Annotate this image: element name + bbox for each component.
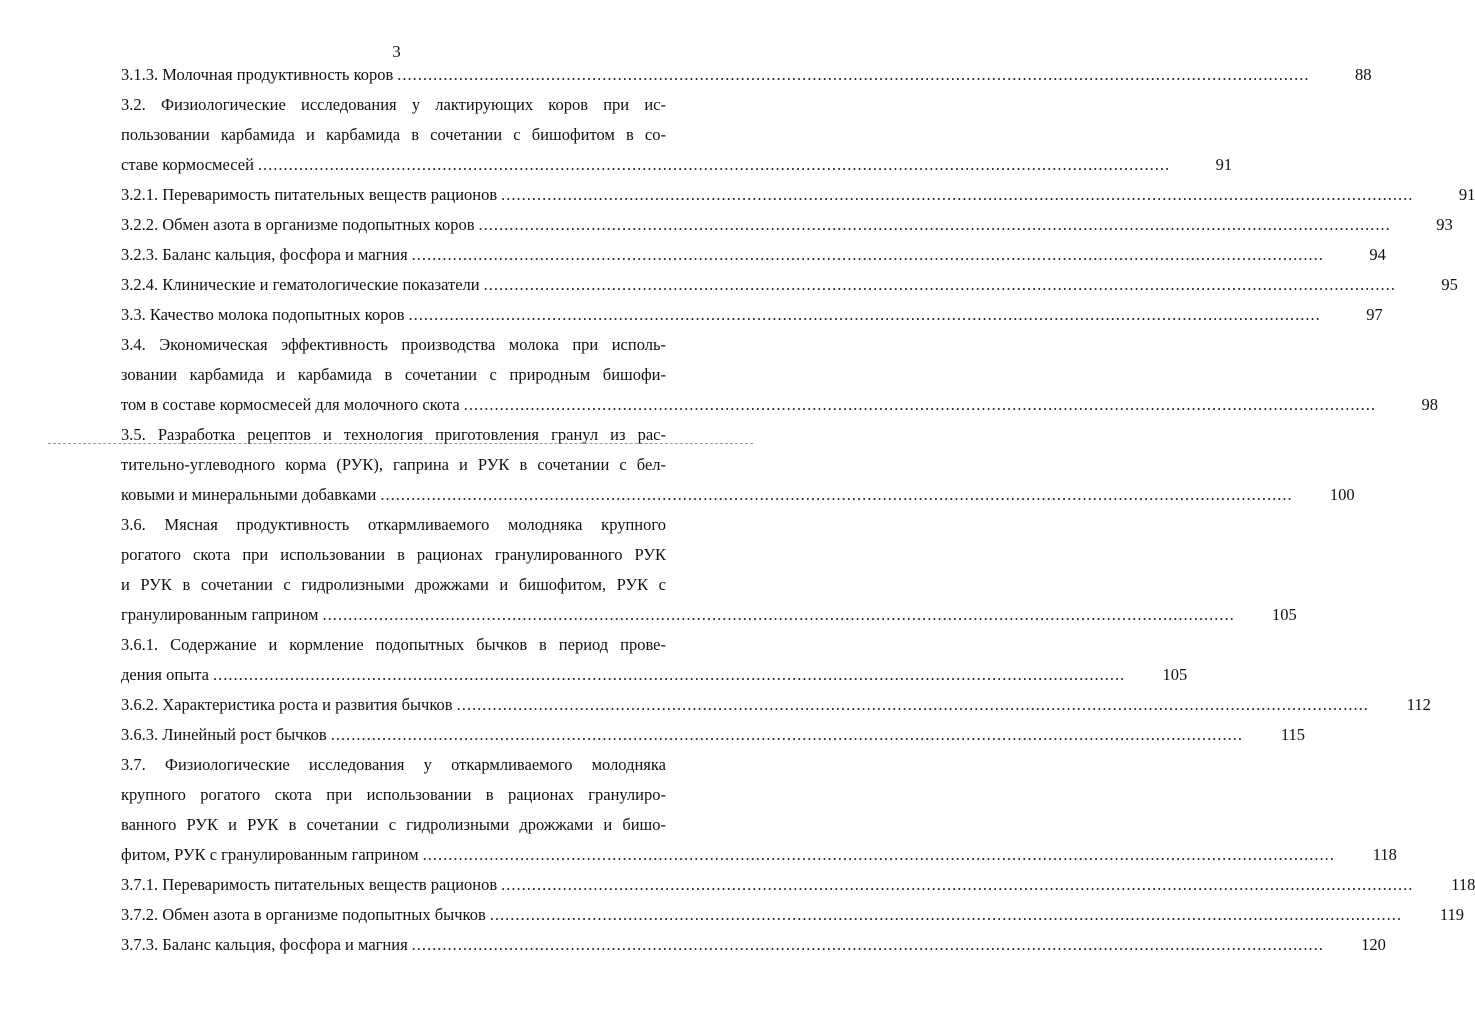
toc-entry-page: 100 bbox=[1329, 485, 1355, 504]
dot-leader: .................................................................................................................................................................................. bbox=[463, 395, 1376, 414]
toc-entry-title: дения опыта bbox=[121, 665, 209, 684]
dot-leader: .................................................................................................................................................................................. bbox=[456, 695, 1369, 714]
toc-entry-line: 3.4. Экономическая эффективность производства молока при исполь- bbox=[121, 335, 666, 354]
toc-entry-last-line bbox=[121, 600, 1297, 630]
toc-entry bbox=[121, 870, 1475, 900]
toc-entry-page: 119 bbox=[1439, 905, 1465, 924]
dot-leader: .................................................................................................................................................................................. bbox=[213, 665, 1126, 684]
toc-entry-title: 3.1.3. Молочная продуктивность коров bbox=[121, 65, 394, 84]
toc-entry-page: 98 bbox=[1421, 395, 1438, 414]
toc-entry bbox=[121, 420, 1355, 510]
toc-entry-title: 3.6.2. Характеристика роста и развития бычков bbox=[121, 695, 453, 714]
toc-entry-title: 3.7.1. Переваримость питательных веществ рационов bbox=[121, 875, 498, 894]
toc-entry-title: ставе кормосмесей bbox=[121, 155, 254, 174]
toc-entry bbox=[121, 60, 1372, 90]
toc-entry bbox=[121, 300, 1383, 330]
toc-entry bbox=[121, 180, 1475, 210]
toc-entry-last-line bbox=[121, 270, 1458, 300]
toc-entry-page: 91 bbox=[1215, 155, 1233, 174]
dot-leader: .................................................................................................................................................................................. bbox=[411, 935, 1324, 954]
toc-entry-page: 105 bbox=[1271, 605, 1297, 624]
toc-entry bbox=[121, 270, 1458, 300]
dot-leader: .................................................................................................................................................................................. bbox=[257, 155, 1171, 174]
toc-entry-last-line bbox=[121, 930, 1386, 960]
dot-leader: .................................................................................................................................................................................. bbox=[380, 485, 1293, 504]
toc-entry bbox=[121, 690, 1431, 720]
toc-entry-last-line bbox=[121, 870, 1475, 900]
page-number: 3 bbox=[392, 42, 401, 61]
toc-entry-line: 3.7. Физиологические исследования у откармливаемого молодняка bbox=[121, 755, 666, 774]
toc-entry-page: 97 bbox=[1366, 305, 1383, 324]
toc-entry-title: 3.6.3. Линейный рост бычков bbox=[121, 725, 327, 744]
toc-entry bbox=[121, 720, 1305, 750]
dot-leader: .................................................................................................................................................................................. bbox=[408, 305, 1321, 324]
toc-entry bbox=[121, 900, 1465, 930]
toc-entry bbox=[121, 330, 1438, 420]
toc-entry-title: 3.7.3. Баланс кальция, фосфора и магния bbox=[121, 935, 408, 954]
toc-entry-page: 95 bbox=[1441, 275, 1458, 294]
toc-entry-last-line bbox=[121, 720, 1305, 750]
toc-entry-title: 3.2.3. Баланс кальция, фосфора и магния bbox=[121, 245, 408, 264]
toc-entry bbox=[121, 210, 1453, 240]
dot-leader: .................................................................................................................................................................................. bbox=[330, 725, 1243, 744]
toc-entry-last-line bbox=[121, 210, 1453, 240]
toc-entry-title: 3.3. Качество молока подопытных коров bbox=[121, 305, 405, 324]
toc-entry-title: том в составе кормосмесей для молочного скота bbox=[121, 395, 460, 414]
toc-entry-last-line bbox=[121, 660, 1188, 690]
dot-leader: .................................................................................................................................................................................. bbox=[411, 245, 1324, 264]
toc-entry-line: тительно-углеводного корма (РУК), гаприна и РУК в сочетании с бел- bbox=[121, 455, 666, 474]
toc-entry bbox=[121, 90, 1233, 180]
toc-entry-line: пользовании карбамида и карбамида в сочетании с бишофитом в со- bbox=[121, 125, 666, 144]
toc-entry-page: 91 bbox=[1458, 185, 1475, 204]
toc-entry-page: 112 bbox=[1406, 695, 1431, 714]
toc-entry bbox=[121, 510, 1297, 630]
toc-entry-line: зовании карбамида и карбамида в сочетании с природным бишофи- bbox=[121, 365, 666, 384]
toc-entry-line: и РУК в сочетании с гидролизными дрожжами и бишофитом, РУК с bbox=[121, 575, 666, 594]
toc-entry-line: 3.6. Мясная продуктивность откармливаемого молодняка крупного bbox=[121, 515, 666, 534]
toc-entry-line: 3.5. Разработка рецептов и технология приготовления гранул из рас- bbox=[121, 425, 666, 444]
toc-entry-last-line bbox=[121, 180, 1475, 210]
toc-entry-last-line bbox=[121, 240, 1386, 270]
toc-entry-line: крупного рогатого скота при использовании в рационах гранулиро- bbox=[121, 785, 666, 804]
dot-leader: .................................................................................................................................................................................. bbox=[422, 845, 1335, 864]
toc-entry-last-line bbox=[121, 690, 1431, 720]
dot-leader: .................................................................................................................................................................................. bbox=[501, 875, 1414, 894]
toc-entry-page: 118 bbox=[1372, 845, 1397, 864]
toc-entry-line: рогатого скота при использовании в рационах гранулированного РУК bbox=[121, 545, 666, 564]
toc-entry-title: 3.2.2. Обмен азота в организме подопытных коров bbox=[121, 215, 475, 234]
toc-entry-last-line bbox=[121, 390, 1438, 420]
table-of-contents bbox=[121, 60, 1475, 960]
toc-entry-last-line bbox=[121, 60, 1372, 90]
toc-entry-last-line bbox=[121, 840, 1397, 870]
toc-entry-last-line bbox=[121, 300, 1383, 330]
toc-entry-title: гранулированным гаприном bbox=[121, 605, 319, 624]
dot-leader: .................................................................................................................................................................................. bbox=[489, 905, 1403, 924]
toc-entry-line: 3.2. Физиологические исследования у лактирующих коров при ис- bbox=[121, 95, 666, 114]
toc-entry-page: 115 bbox=[1280, 725, 1305, 744]
dot-leader: .................................................................................................................................................................................. bbox=[501, 185, 1414, 204]
toc-entry-page: 93 bbox=[1436, 215, 1453, 234]
toc-entry-title: ковыми и минеральными добавками bbox=[121, 485, 377, 504]
toc-entry-page: 105 bbox=[1162, 665, 1188, 684]
toc-entry bbox=[121, 240, 1386, 270]
dot-leader: .................................................................................................................................................................................. bbox=[397, 65, 1310, 84]
toc-entry bbox=[121, 930, 1386, 960]
toc-entry-page: 118 bbox=[1451, 875, 1475, 894]
toc-entry-last-line bbox=[121, 480, 1355, 510]
toc-entry-title: 3.7.2. Обмен азота в организме подопытных бычков bbox=[121, 905, 486, 924]
toc-entry-page: 88 bbox=[1355, 65, 1372, 84]
toc-entry-title: 3.2.4. Клинические и гематологические показатели bbox=[121, 275, 480, 294]
toc-entry bbox=[121, 630, 1188, 690]
dot-leader: .................................................................................................................................................................................. bbox=[478, 215, 1391, 234]
dot-leader: .................................................................................................................................................................................. bbox=[483, 275, 1396, 294]
toc-entry-line: 3.6.1. Содержание и кормление подопытных бычков в период прове- bbox=[121, 635, 666, 654]
toc-entry-last-line bbox=[121, 900, 1465, 930]
toc-entry-title: 3.2.1. Переваримость питательных веществ рационов bbox=[121, 185, 498, 204]
toc-entry-last-line bbox=[121, 150, 1233, 180]
toc-entry-page: 120 bbox=[1361, 935, 1386, 954]
toc-entry-title: фитом, РУК с гранулированным гаприном bbox=[121, 845, 419, 864]
toc-entry-line: ванного РУК и РУК в сочетании с гидролизными дрожжами и бишо- bbox=[121, 815, 666, 834]
dot-leader: .................................................................................................................................................................................. bbox=[322, 605, 1235, 624]
toc-entry-page: 94 bbox=[1369, 245, 1386, 264]
toc-entry bbox=[121, 750, 1397, 870]
